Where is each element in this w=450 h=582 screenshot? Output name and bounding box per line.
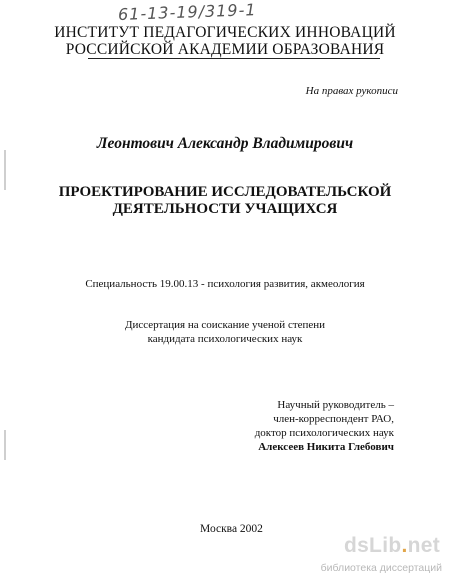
logo-main-text: dsLib <box>343 534 402 557</box>
institute-line-1: ИНСТИТУТ ПЕДАГОГИЧЕСКИХ ИННОВАЦИЙ <box>54 24 396 41</box>
supervisor-block <box>255 398 394 454</box>
supervisor-line-3: доктор психологических наук <box>254 427 394 439</box>
city-year: Москва 2002 <box>200 523 263 535</box>
scan-edge-mark <box>4 430 6 460</box>
logo-tld-text: net <box>407 534 440 557</box>
supervisor-name: Алексеев Никита Глебович <box>258 441 394 453</box>
supervisor-line-2: член-корреспондент РАО, <box>273 413 394 425</box>
title-line-2: ДЕЯТЕЛЬНОСТИ УЧАЩИХСЯ <box>112 201 338 217</box>
specialty-line: Специальность 19.00.13 - психология развития, акмеология <box>85 278 365 290</box>
institute-header <box>0 24 450 58</box>
institute-line-2: РОССИЙСКОЙ АКАДЕМИИ ОБРАЗОВАНИЯ <box>65 41 385 58</box>
degree-line-1: Диссертация на соискание ученой степени <box>124 319 326 331</box>
rights-note: На правах рукописи <box>305 85 398 97</box>
dslib-logo <box>344 534 440 558</box>
author-name: Леонтович Александр Владимирович <box>96 135 354 152</box>
header-divider <box>88 58 380 59</box>
degree-line-2: кандидата психологических наук <box>147 333 303 345</box>
dissertation-title <box>0 184 450 218</box>
handwritten-catalog-note: 61-13-19/319-1 <box>117 0 257 24</box>
title-line-1: ПРОЕКТИРОВАНИЕ ИССЛЕДОВАТЕЛЬСКОЙ <box>58 184 392 200</box>
scan-edge-mark <box>4 150 6 190</box>
watermark-tagline: библиотека диссертаций <box>320 562 442 574</box>
dslib-watermark[interactable] <box>320 534 446 580</box>
logo-dot: . <box>401 534 408 557</box>
supervisor-line-1: Научный руководитель – <box>277 399 394 411</box>
degree-statement <box>0 318 450 346</box>
